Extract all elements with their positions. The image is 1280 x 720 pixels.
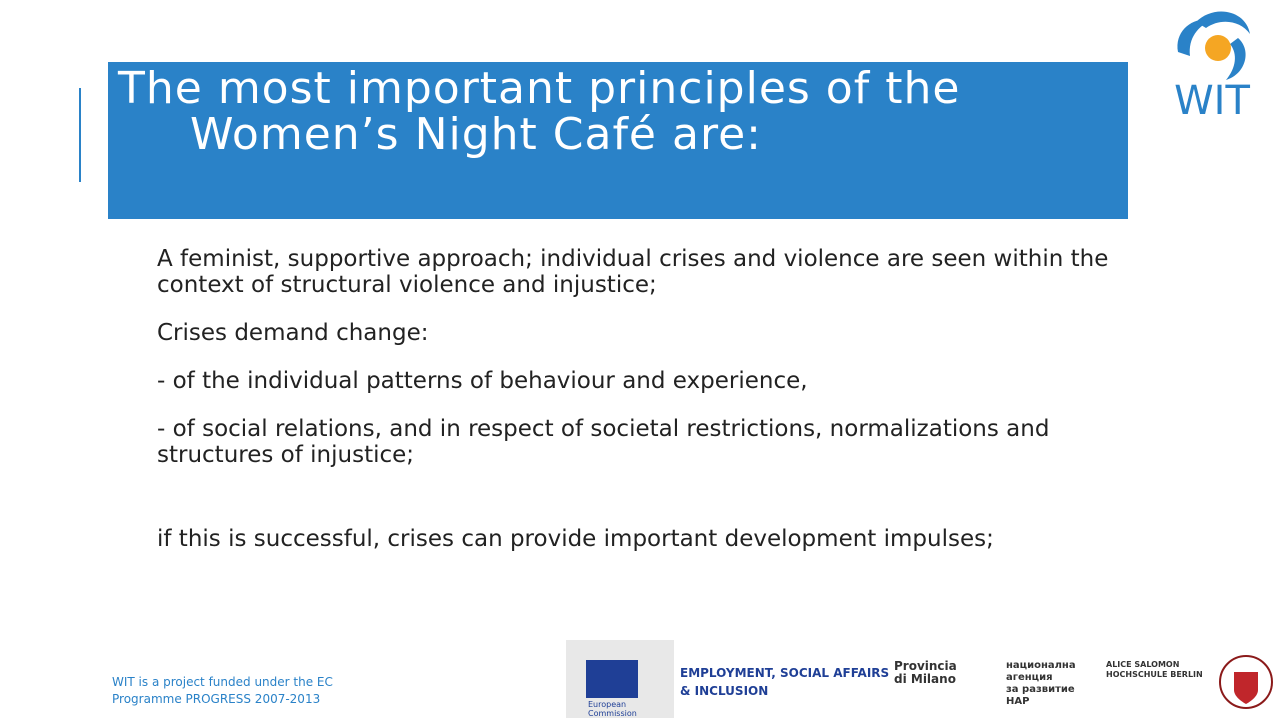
alice-salomon-logo: ALICE SALOMON HOCHSCHULE BERLIN — [1106, 660, 1203, 679]
principle-paragraph: - of social relations, and in respect of societal restrictions, normalizations and structures of injustice; — [157, 416, 1050, 468]
funding-note-line-1: WIT is a project funded under the EC — [112, 675, 333, 689]
eu-flag-icon — [586, 660, 638, 698]
ec-caption-line-1: European — [588, 700, 627, 709]
principle-paragraph: if this is successful, crises can provide important development impulses; — [157, 526, 994, 552]
ec-line-1: EMPLOYMENT, SOCIAL AFFAIRS — [680, 666, 890, 680]
logo-text: WIT — [1174, 78, 1250, 120]
principles-body — [157, 246, 1117, 574]
principle-paragraph: Crises demand change: — [157, 320, 429, 346]
ec-line-2: & INCLUSION — [680, 684, 769, 698]
funding-note-line-2: Programme PROGRESS 2007-2013 — [112, 692, 321, 706]
vilnius-university-seal-icon — [1218, 650, 1274, 714]
provincia-milano-logo: Provincia di Milano — [894, 659, 957, 686]
title-line-2: Women’s Night Café are: — [190, 109, 762, 160]
european-commission-logo — [566, 640, 674, 718]
ec-department-label — [680, 664, 889, 700]
nap-agency-logo: национална агенция за развитие НАР — [1006, 660, 1076, 707]
title-line-1: The most important principles of the — [118, 63, 961, 114]
ec-caption-line-2: Commission — [588, 709, 637, 718]
funding-note — [112, 674, 333, 708]
title-banner — [108, 62, 1128, 219]
wit-dolphins-logo-icon — [1154, 4, 1274, 120]
principle-paragraph: A feminist, supportive approach; individual crises and violence are seen within the context of structural violence and injustice; — [157, 246, 1109, 298]
accent-divider — [79, 88, 81, 182]
partner-logos — [566, 640, 1280, 720]
principle-paragraph: - of the individual patterns of behaviour and experience, — [157, 368, 808, 394]
